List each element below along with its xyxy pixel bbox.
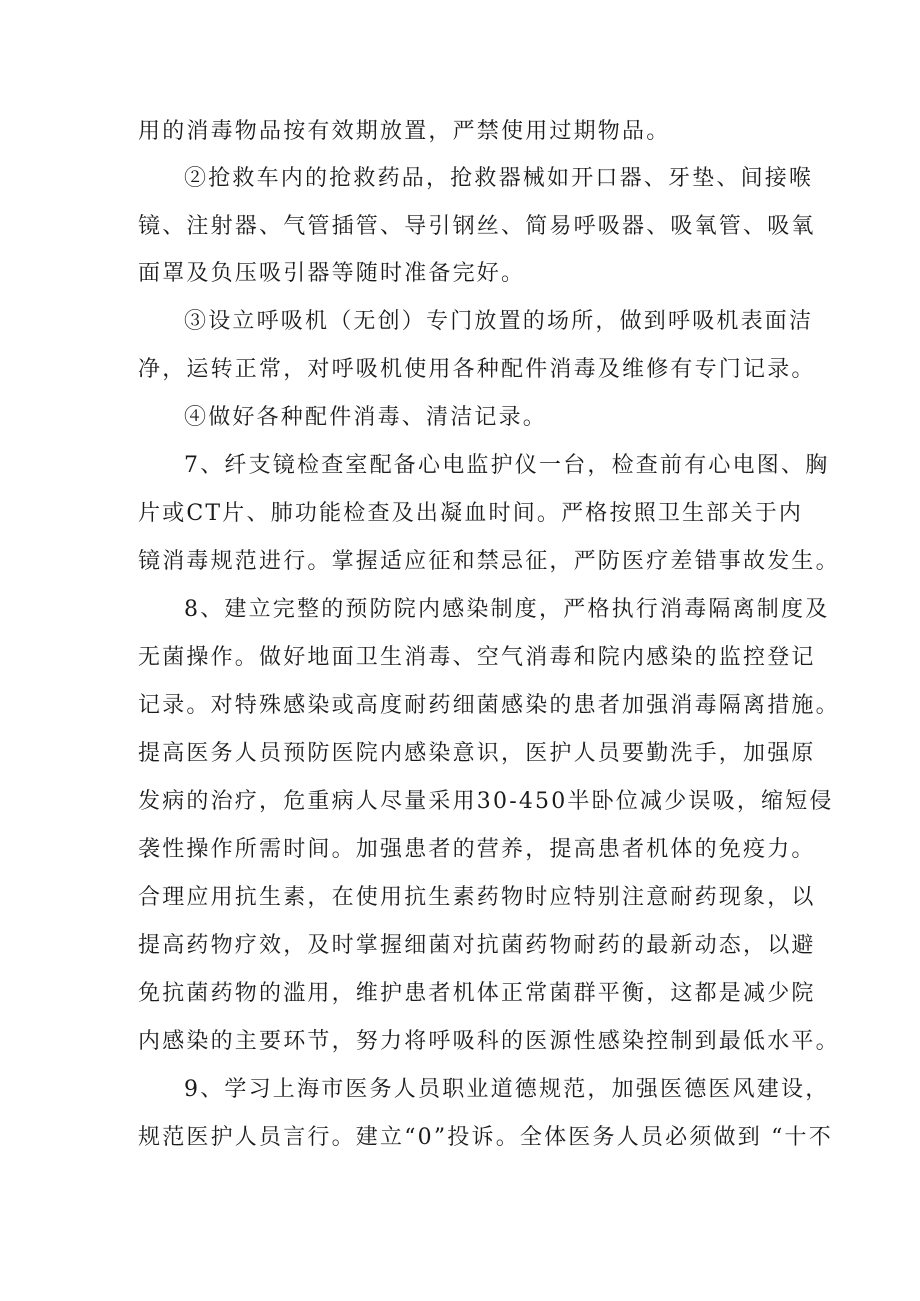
text-line: 免抗菌药物的滥用，维护患者机体正常菌群平衡，这都是减少院 — [138, 981, 816, 1006]
text-line: 记录。对特殊感染或高度耐药细菌感染的患者加强消毒隔离措施。 — [138, 693, 840, 718]
text-line: ④做好各种配件消毒、清洁记录。 — [184, 405, 548, 430]
text-line: 9、学习上海市医务人员职业道德规范，加强医德医风建设， — [184, 1077, 830, 1102]
text-line: 净，运转正常，对呼吸机使用各种配件消毒及维修有专门记录。 — [138, 357, 816, 382]
text-line: 合理应用抗生素，在使用抗生素药物时应特别注意耐药现象，以 — [138, 885, 816, 910]
text-line: 8、建立完整的预防院内感染制度，严格执行消毒隔离制度及 — [184, 597, 830, 622]
text-line: ③设立呼吸机（无创）专门放置的场所，做到呼吸机表面洁 — [184, 309, 814, 334]
text-line: 7、纤支镜检查室配备心电监护仪一台，检查前有心电图、胸 — [184, 453, 830, 478]
text-line: 用的消毒物品按有效期放置，严禁使用过期物品。 — [138, 119, 671, 144]
text-line: 发病的治疗，危重病人尽量采用30-450半卧位减少误吸，缩短侵 — [138, 789, 834, 814]
text-line: 无菌操作。做好地面卫生消毒、空气消毒和院内感染的监控登记 — [138, 645, 816, 670]
text-line: 内感染的主要环节，努力将呼吸科的医源性感染控制到最低水平。 — [138, 1029, 840, 1054]
text-line: 镜、注射器、气管插管、导引钢丝、简易呼吸器、吸氧管、吸氧 — [138, 214, 816, 239]
text-line: 提高医务人员预防医院内感染意识，医护人员要勤洗手，加强原 — [138, 741, 816, 766]
text-line: 提高药物疗效，及时掌握细菌对抗菌药物耐药的最新动态，以避 — [138, 933, 816, 958]
text-line: 镜消毒规范进行。掌握适应征和禁忌征，严防医疗差错事故发生。 — [138, 549, 840, 574]
text-line: ②抢救车内的抢救药品，抢救器械如开口器、牙垫、间接喉 — [184, 166, 814, 191]
text-line: 规范医护人员言行。建立“0”投诉。全体医务人员必须做到 “十不 — [138, 1125, 833, 1150]
text-line: 片或CT片、肺功能检查及出凝血时间。严格按照卫生部关于内 — [138, 501, 804, 526]
text-line: 面罩及负压吸引器等随时准备完好。 — [138, 261, 526, 286]
text-line: 袭性操作所需时间。加强患者的营养，提高患者机体的免疫力。 — [138, 837, 816, 862]
